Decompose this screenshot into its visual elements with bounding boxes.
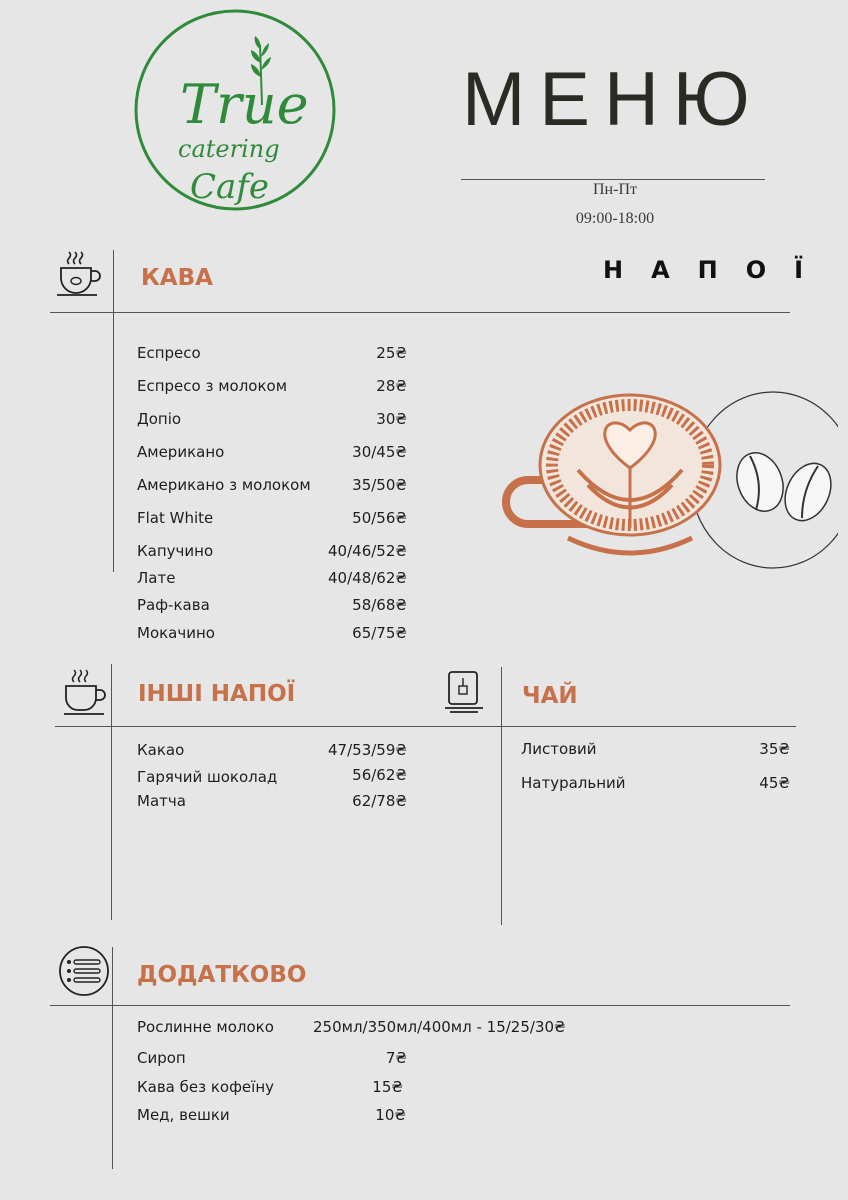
list-item: Допіо [137, 410, 182, 428]
extra-section-divider [50, 1005, 790, 1006]
item-price: 45₴ [759, 774, 790, 792]
list-item: Американо [137, 443, 225, 461]
item-price: 35/50₴ [352, 476, 407, 494]
opening-days: Пн-Пт [593, 181, 637, 198]
extra-vertical-divider [112, 947, 113, 1169]
item-price: 15₴ [372, 1078, 403, 1096]
list-item: Раф-кава [137, 596, 210, 614]
item-price: 30/45₴ [352, 443, 407, 461]
item-price: 47/53/59₴ [328, 741, 407, 759]
section-drinks-title: НАПОЇ [603, 256, 832, 284]
item-price: 50/56₴ [352, 509, 407, 527]
logo-line3: Cafe [190, 167, 269, 207]
tea-section-title: ЧАЙ [522, 683, 578, 709]
other-section-title: ІНШІ НАПОЇ [138, 681, 296, 707]
list-item: Кава без кофеїну [137, 1078, 275, 1096]
item-price: 7₴ [385, 1049, 407, 1067]
other-vertical-divider [111, 664, 112, 920]
item-price: 30₴ [376, 410, 407, 428]
hot-drink-icon [62, 668, 110, 716]
item-price: 35₴ [759, 740, 790, 758]
coffee-cup-icon [55, 248, 105, 298]
list-item: Рослинне молоко [137, 1018, 274, 1036]
item-price: 40/48/62₴ [328, 569, 407, 587]
item-price: 250мл/350мл/400мл - 15/25/30₴ [313, 1018, 566, 1036]
latte-art-illustration [498, 390, 838, 580]
item-price: 40/46/52₴ [328, 542, 407, 560]
list-item: Матча [137, 792, 186, 810]
coffee-section-divider [50, 312, 790, 313]
tea-vertical-divider [501, 667, 502, 925]
list-item: Мокачино [137, 624, 215, 642]
list-item: Еспресо з молоком [137, 377, 288, 395]
list-item: Гарячий шоколад [137, 768, 278, 786]
list-item: Натуральний [521, 774, 626, 792]
item-price: 10₴ [375, 1106, 406, 1124]
menu-list-icon [58, 945, 110, 997]
item-price: 28₴ [376, 377, 407, 395]
list-item: Мед, вешки [137, 1106, 230, 1124]
list-item: Flat White [137, 509, 214, 527]
list-item: Какао [137, 741, 185, 759]
logo-line2: catering [178, 135, 280, 163]
list-item: Лате [137, 569, 176, 587]
coffee-section-title: КАВА [141, 265, 213, 291]
item-price: 65/75₴ [352, 624, 407, 642]
opening-time: 09:00-18:00 [575, 210, 655, 227]
item-price: 62/78₴ [352, 792, 407, 810]
title-divider [461, 179, 765, 180]
item-price: 25₴ [376, 344, 407, 362]
extra-section-title: ДОДАТКОВО [137, 962, 307, 988]
list-item: Американо з молоком [137, 476, 311, 494]
other-tea-divider [55, 726, 796, 727]
item-price: 56/62₴ [352, 766, 407, 784]
page-title: МЕНЮ [462, 57, 764, 142]
list-item: Сироп [137, 1049, 186, 1067]
list-item: Еспресо [137, 344, 201, 362]
coffee-vertical-divider [113, 250, 114, 572]
item-price: 58/68₴ [352, 596, 407, 614]
logo [130, 5, 340, 215]
tea-cup-icon [444, 670, 484, 714]
logo-line1: True [180, 73, 309, 136]
list-item: Капучино [137, 542, 214, 560]
list-item: Листовий [521, 740, 597, 758]
